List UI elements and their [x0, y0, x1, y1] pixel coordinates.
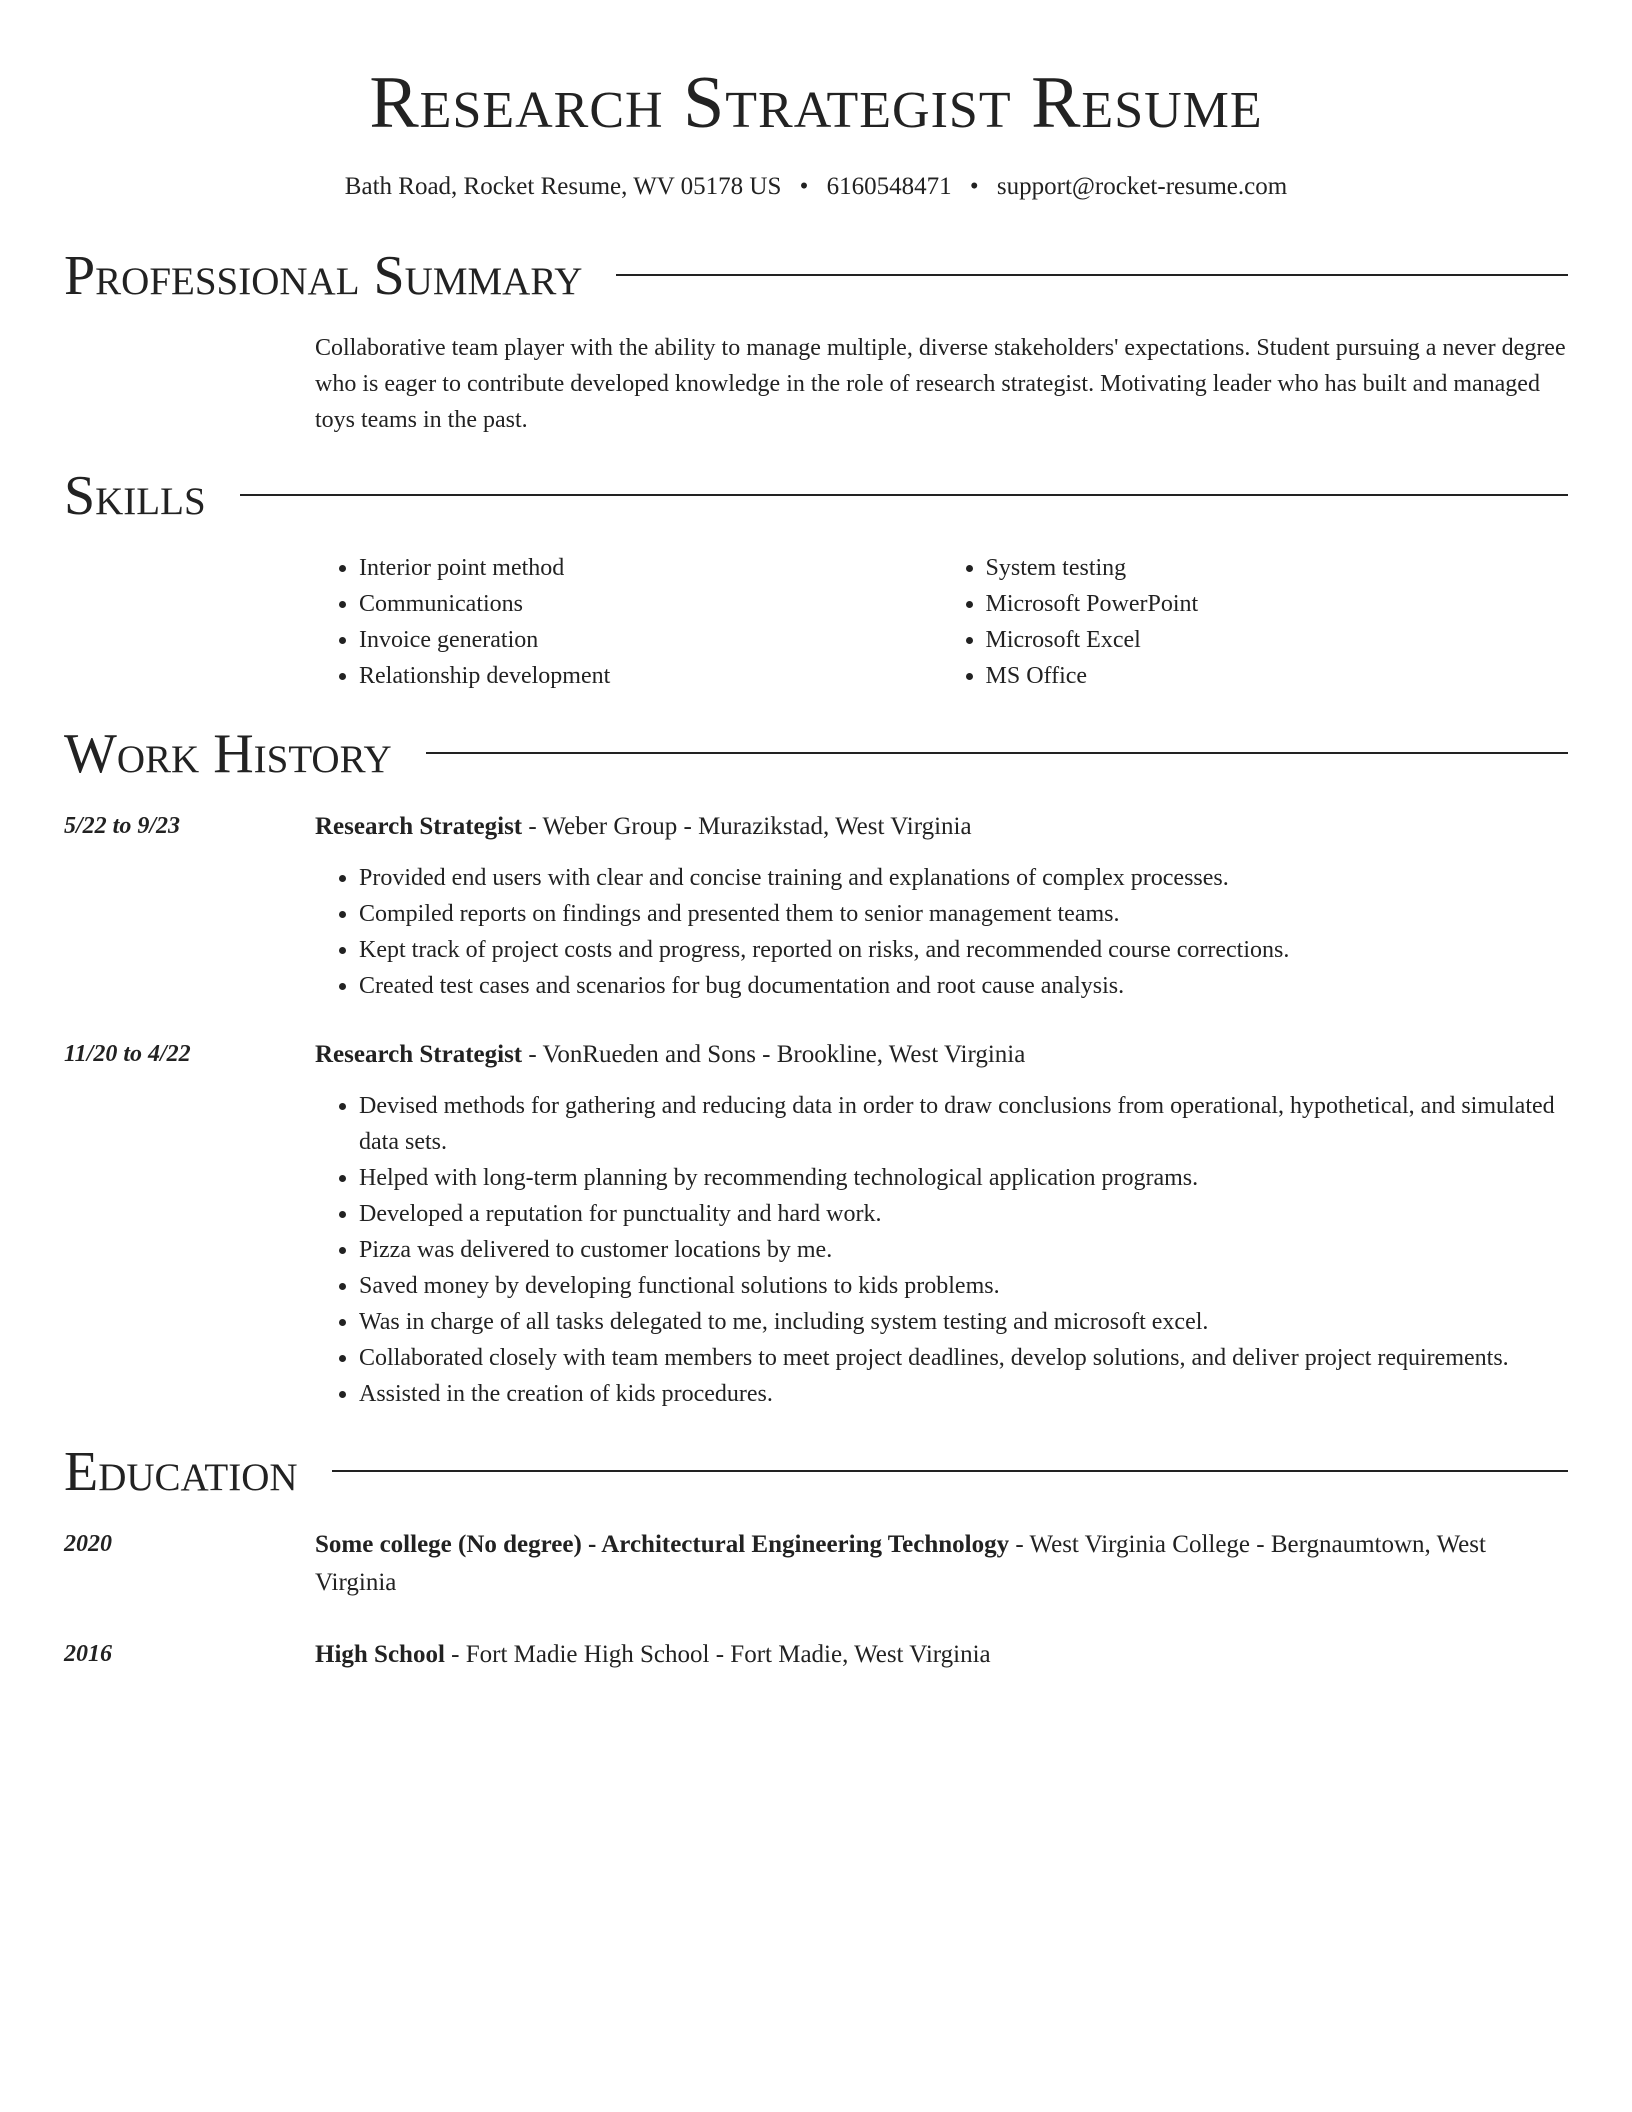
contact-line [64, 170, 1568, 204]
work-entry-body [315, 1036, 1568, 1412]
job-bullet: • Helped with long-term planning by recommending technological application programs. [359, 1160, 1568, 1196]
job-bullets [315, 860, 1568, 1004]
skill-item: • MS Office [986, 658, 1569, 694]
contact-address: Bath Road, Rocket Resume, WV 05178 US [344, 173, 782, 200]
job-bullet: • Compiled reports on findings and presented them to senior management teams. [359, 896, 1568, 932]
work-dates: 5/22 to 9/23 [64, 813, 181, 839]
job-title: Research Strategist [315, 1041, 523, 1068]
skills-section-heading [64, 464, 1568, 528]
summary-text: Collaborative team player with the ability to manage multiple, diverse stakeholders' expectations. Student pursuing a never degree who is eager to contribute developed knowledge in the role of research strategist. Motivating leader who has built and managed toys teams in the past. [315, 335, 1566, 433]
education-heading-line [315, 1526, 1568, 1602]
summary-body [315, 330, 1568, 438]
skill-item: • Relationship development [359, 658, 942, 694]
skill-item: • Invoice generation [359, 622, 942, 658]
section-divider [616, 274, 1568, 276]
skill-item: • System testing [986, 550, 1569, 586]
education-title: High School [315, 1641, 445, 1668]
skill-item: • Interior point method [359, 550, 942, 586]
education-heading-line [315, 1636, 1568, 1674]
work-section-heading [64, 722, 1568, 786]
job-heading [315, 808, 1568, 846]
contact-phone: 6160548471 [826, 173, 952, 200]
job-employer: - Weber Group - Murazikstad, West Virginia [522, 813, 972, 840]
education-entry-body [315, 1526, 1568, 1602]
job-bullet: • Provided end users with clear and concise training and explanations of complex processes. [359, 860, 1568, 896]
summary-heading: Professional Summary [64, 245, 583, 307]
job-bullets [315, 1088, 1568, 1412]
contact-separator: • [969, 173, 979, 200]
skills-list-left [315, 550, 942, 694]
skills-heading: Skills [64, 465, 206, 527]
resume-page [64, 0, 1568, 1674]
contact-email: support@rocket-resume.com [996, 173, 1288, 200]
job-bullet: • Assisted in the creation of kids procedures. [359, 1376, 1568, 1412]
education-heading: Education [64, 1441, 298, 1503]
job-bullet: • Developed a reputation for punctuality and hard work. [359, 1196, 1568, 1232]
education-entry-body [315, 1636, 1568, 1674]
job-bullet: • Saved money by developing functional solutions to kids problems. [359, 1268, 1568, 1304]
job-employer: - VonRueden and Sons - Brookline, West Virginia [522, 1041, 1026, 1068]
resume-header [64, 0, 1568, 204]
education-section-heading [64, 1440, 1568, 1504]
skill-item: • Communications [359, 586, 942, 622]
skill-item: • Microsoft PowerPoint [986, 586, 1569, 622]
education-year: 2016 [64, 1641, 112, 1667]
job-title: Research Strategist [315, 813, 523, 840]
work-dates: 11/20 to 4/22 [64, 1041, 191, 1067]
job-heading [315, 1036, 1568, 1074]
section-divider [426, 752, 1568, 754]
job-bullet: • Devised methods for gathering and reducing data in order to draw conclusions from operational, hypothetical, and simulated data sets. [359, 1088, 1568, 1160]
resume-title: Research Strategist Resume [369, 62, 1263, 144]
work-heading: Work History [64, 723, 392, 785]
section-divider [240, 494, 1568, 496]
education-title: Some college (No degree) - Architectural Engineering Technology [315, 1531, 1010, 1558]
summary-section-heading [64, 244, 1568, 308]
section-divider [332, 1470, 1568, 1472]
skill-item: • Microsoft Excel [986, 622, 1569, 658]
education-entry [64, 1526, 1568, 1602]
education-school: - West Virginia College - Bergnaumtown, West Virginia [315, 1531, 1486, 1596]
job-bullet: • Kept track of project costs and progress, reported on risks, and recommended course corrections. [359, 932, 1568, 968]
job-bullet: • Collaborated closely with team members to meet project deadlines, develop solutions, and deliver project requirements. [359, 1340, 1568, 1376]
work-entry [64, 808, 1568, 1004]
work-entry [64, 1036, 1568, 1412]
contact-separator: • [799, 173, 809, 200]
skills-list-right [942, 550, 1569, 694]
work-entry-body [315, 808, 1568, 1004]
skills-body [315, 550, 1568, 694]
education-school: - Fort Madie High School - Fort Madie, West Virginia [444, 1641, 991, 1668]
job-bullet: • Was in charge of all tasks delegated to me, including system testing and microsoft excel. [359, 1304, 1568, 1340]
skills-grid [315, 550, 1568, 694]
education-entry [64, 1636, 1568, 1674]
job-bullet: • Pizza was delivered to customer locations by me. [359, 1232, 1568, 1268]
job-bullet: • Created test cases and scenarios for bug documentation and root cause analysis. [359, 968, 1568, 1004]
education-year: 2020 [64, 1531, 112, 1557]
